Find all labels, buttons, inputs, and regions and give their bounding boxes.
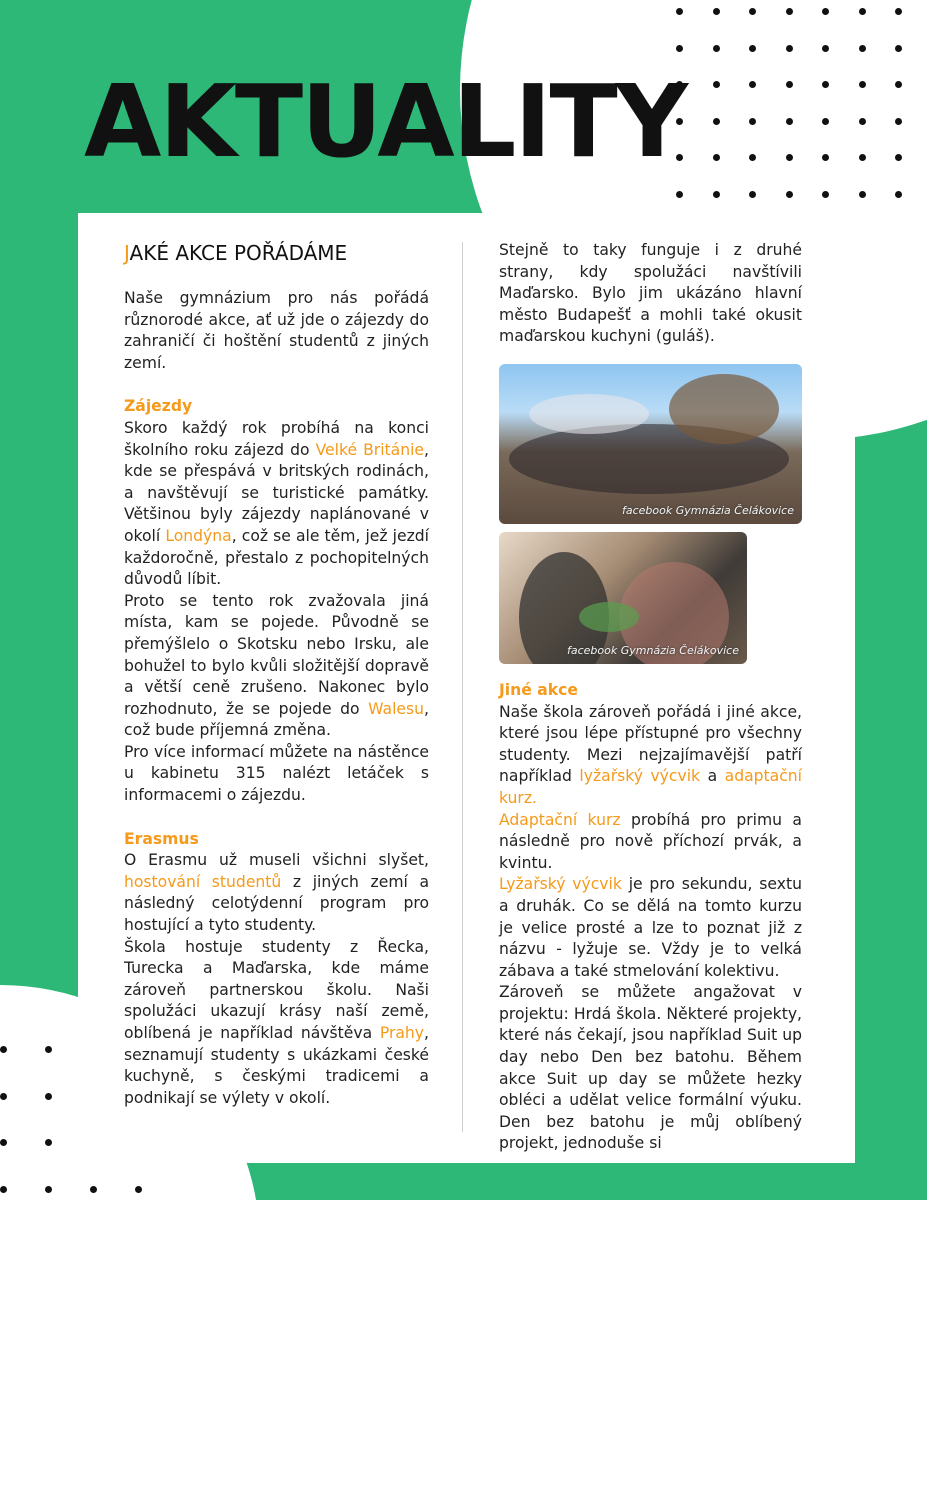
photo-caption: facebook Gymnázia Čelákovice [622,504,794,518]
left-column [124,240,429,1109]
column-divider [462,242,463,1132]
link-walesu[interactable]: Walesu [368,699,425,718]
right-intro-paragraph: Stejně to taky funguje i z druhé strany, kdy spolužáci navštívili Maďarsko. Bylo jim ukázáno hlavní město Budapešť a mohli také okusit maďarskou kuchyni (guláš). [499,241,802,346]
link-londyna[interactable]: Londýna [165,526,232,545]
page-title: AKTUALITY [84,63,687,180]
link-velke-britanie[interactable]: Velké Británie [315,440,425,459]
students-photo [499,532,747,664]
zajezdy-paragraph-2: Proto se tento rok zvažovala jiná místa, kam se pojede. Původně se přemýšlelo o Skotsku nebo Irsku, ale bohužel to bylo kvůli složitější dopravě a větší ceně zrušeno. Nakonec bylo rozhodnuto, že se pojede do Walesu, což bude příjemná změna. [124,591,429,740]
zajezdy-title: Zájezdy [124,397,193,416]
group-photo [499,364,802,524]
right-column [499,240,802,1155]
intro-paragraph: Naše gymnázium pro nás pořádá různorodé akce, ať už jde o zájezdy do zahraničí či hoštění studentů z jiných zemí. [124,289,429,372]
jine-paragraph-4: Zároveň se můžete angažovat v projektu: Hrdá škola. Některé projekty, které nás čekají, jsou například Suit up day nebo Den bez batohu. Během akce Suit up day se můžete hezky obléci a udělat velice formální výuku. Den bez batohu je můj oblíbený projekt, jednoduše si [499,983,802,1153]
zajezdy-paragraph-3: Pro více informací můžete na nástěnce u kabinetu 315 nalézt letáček s informacemi o zájezdu. [124,742,429,805]
erasmus-paragraph-1: O Erasmu už museli všichni slyšet, hostování studentů z jiných zemí a následný celotýdenní program pro hostující a tyto studenty. [124,851,430,935]
link-hostovani-studentu[interactable]: hostování studentů [124,872,282,891]
erasmus-title: Erasmus [124,829,199,848]
link-prahy[interactable]: Prahy [379,1024,425,1042]
heading-initial: J [124,241,130,265]
zajezdy-paragraph-1: Skoro každý rok probíhá na konci školního roku zájezd do Velké Británie, kde se přespává v britských rodinách, a navštěvují se turistické památky. Většinou byly zájezdy naplánované v okolí Londýna, což se ale těm, jež jezdí každoročně, přestalo z pochopitelných důvodů líbit. [124,418,429,589]
section-heading [124,240,429,266]
dot-pattern-top-right [676,8,927,198]
jine-paragraph-3: Lyžařský výcvik je pro sekundu, sextu a druhák. Co se dělá na tomto kurzu je velice prosté a lze to poznat již z názvu - lyžuje se. Vždy je to velká zábava a také stmelování kolektivu. [499,875,802,980]
photo-caption: facebook Gymnázia Čelákovice [567,644,739,658]
link-lyzarsky-vycvik[interactable]: lyžařský výcvik [579,767,701,786]
link-adaptacni-kurz-2[interactable]: Adaptační kurz [499,810,621,829]
link-lyzarsky-vycvik-2[interactable]: Lyžařský výcvik [499,875,622,894]
link-adaptacni-kurz[interactable]: adaptační kurz. [499,767,803,807]
heading-rest: AKÉ AKCE POŘÁDÁME [129,241,348,265]
jine-akce-title: Jiné akce [499,680,578,699]
jine-paragraph-2: Adaptační kurz probíhá pro primu a následně pro nově příchozí prvák, a kvintu. [499,810,802,872]
erasmus-paragraph-2: Škola hostuje studenty z Řecka, Turecka a Maďarska, kde máme zároveň partnerskou školu. Naši spolužáci ukazují krásy naší země, oblíbená je například návštěva Prahy, seznamují studenty s ukázkami české kuchyně, s českými tradicemi a podnikají se výlety v okolí. [124,937,429,1107]
jine-paragraph-1: Naše škola zároveň pořádá i jiné akce, které jsou lépe přístupné pro všechny studenty. Mezi nejzajímavější patří například lyžařský výcvik a adaptační kurz. [499,702,803,807]
